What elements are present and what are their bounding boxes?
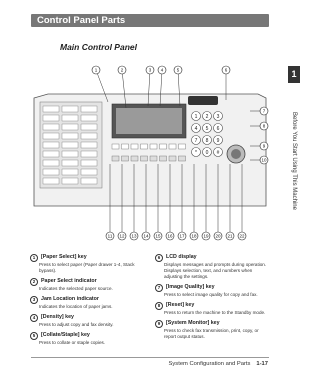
- start-key: [188, 96, 218, 105]
- keypad-key-label: 7: [194, 138, 198, 144]
- callout-number: 22: [239, 233, 245, 239]
- keypad-key-label: 9: [216, 138, 220, 144]
- item-9: [155, 320, 270, 340]
- one-touch-key: [81, 106, 97, 112]
- one-touch-key: [62, 124, 78, 130]
- item-description: Displays messages and prompts during operation. Displays selection, text, and numbers when adjusting the settings.: [164, 262, 267, 279]
- function-key: [131, 156, 138, 161]
- keypad-key-label: 1: [194, 114, 198, 120]
- one-touch-key: [43, 178, 59, 184]
- one-touch-key: [81, 115, 97, 121]
- one-touch-key: [81, 178, 97, 184]
- item-number: 5: [30, 332, 38, 340]
- one-touch-key: [43, 106, 59, 112]
- items-left-column: [30, 254, 145, 350]
- item-heading: [155, 254, 270, 262]
- item-3: [30, 296, 145, 310]
- section-title: Control Panel Parts: [37, 15, 126, 26]
- one-touch-key: [62, 133, 78, 139]
- item-2: [30, 278, 145, 292]
- lcd-screen: [116, 108, 182, 134]
- one-touch-key: [43, 115, 59, 121]
- one-touch-key: [43, 142, 59, 148]
- keypad-key-label: 5: [205, 126, 209, 132]
- item-1: [30, 254, 145, 274]
- item-heading: [155, 320, 270, 328]
- callout-number: 11: [107, 233, 113, 239]
- start-button-center: [231, 149, 241, 159]
- item-title: Jam Location indicator: [41, 296, 99, 302]
- callout-number: 19: [203, 233, 209, 239]
- item-heading: [30, 314, 145, 322]
- callout-number: 7: [262, 108, 266, 114]
- section-title-bar: [31, 14, 269, 27]
- callout-number: 5: [176, 67, 180, 73]
- chapter-label: [289, 86, 299, 236]
- function-key: [160, 156, 167, 161]
- item-description: Press to collate or staple copies.: [39, 340, 106, 345]
- function-key: [179, 156, 186, 161]
- function-key: [122, 144, 129, 149]
- one-touch-key: [81, 169, 97, 175]
- item-heading: [30, 296, 145, 304]
- callout-number: 1: [94, 67, 98, 73]
- item-number: 7: [155, 284, 163, 292]
- item-title: [Image Quality] key: [166, 284, 215, 290]
- one-touch-key: [81, 133, 97, 139]
- item-description: Press to select image quality for copy and fax.: [164, 292, 258, 297]
- item-number: 2: [30, 278, 38, 286]
- item-number: 8: [155, 302, 163, 310]
- control-panel-diagram: [30, 56, 270, 244]
- one-touch-keys: [43, 106, 97, 184]
- callout-number: 16: [167, 233, 173, 239]
- function-key: [169, 144, 176, 149]
- function-key: [160, 144, 167, 149]
- chapter-label-text: Before You Start Using This Machine: [291, 112, 297, 210]
- item-description: Press to check fax transmission, print, copy, or report output status.: [164, 328, 259, 339]
- one-touch-key: [43, 133, 59, 139]
- callout-number: 4: [160, 67, 164, 73]
- chapter-tab: 1: [288, 66, 300, 83]
- one-touch-key: [43, 160, 59, 166]
- callout-number: 13: [131, 233, 137, 239]
- callout-number: 3: [148, 67, 152, 73]
- callout-number: 20: [215, 233, 221, 239]
- function-key: [131, 144, 138, 149]
- item-description: Press to adjust copy and fax density.: [39, 322, 114, 327]
- one-touch-key: [62, 151, 78, 157]
- keypad-key-label: 3: [216, 114, 220, 120]
- one-touch-key: [81, 160, 97, 166]
- function-key: [112, 144, 119, 149]
- item-heading: [155, 284, 270, 292]
- item-5: [30, 332, 145, 346]
- callout-number: 8: [262, 123, 266, 129]
- item-heading: [30, 278, 145, 286]
- one-touch-key: [62, 160, 78, 166]
- item-title: [Reset] key: [166, 302, 195, 308]
- function-key: [141, 144, 148, 149]
- function-key: [150, 144, 157, 149]
- item-8: [155, 302, 270, 316]
- callout-number: 12: [119, 233, 125, 239]
- callout-number: 18: [191, 233, 197, 239]
- item-number: 3: [30, 296, 38, 304]
- callout-number: 14: [143, 233, 149, 239]
- item-title: [Collate/Staple] key: [41, 332, 90, 338]
- footer-section: System Configuration and Parts: [168, 361, 251, 367]
- item-description: Press to select paper (Paper drawer 1-4, Stack bypass).: [39, 262, 135, 273]
- keypad-key-label: *: [195, 150, 197, 156]
- function-key: [112, 156, 119, 161]
- keypad-key-label: 8: [205, 138, 209, 144]
- keypad-key-label: #: [216, 150, 220, 156]
- callout-number: 6: [224, 67, 228, 73]
- function-key: [169, 156, 176, 161]
- item-number: 4: [30, 314, 38, 322]
- callout-number: 21: [227, 233, 233, 239]
- item-heading: [30, 254, 145, 262]
- one-touch-key: [81, 124, 97, 130]
- footer-rule: [31, 357, 269, 358]
- item-number: 1: [30, 254, 38, 262]
- keypad-key-label: 4: [194, 126, 198, 132]
- item-title: LCD display: [166, 254, 197, 260]
- item-heading: [155, 302, 270, 310]
- keypad-key-label: 2: [205, 114, 209, 120]
- item-4: [30, 314, 145, 328]
- item-title: [System Monitor] key: [166, 320, 220, 326]
- footer-page: 1-17: [256, 361, 268, 367]
- item-description: Indicates the location of paper jams.: [39, 304, 113, 309]
- callout-number: 15: [155, 233, 161, 239]
- item-heading: [30, 332, 145, 340]
- callout-number: 2: [120, 67, 124, 73]
- callout-number: 17: [179, 233, 185, 239]
- function-key: [179, 144, 186, 149]
- keypad-key-label: 6: [216, 126, 220, 132]
- one-touch-key: [62, 106, 78, 112]
- item-description: Press to return the machine to the Standby mode.: [164, 310, 266, 315]
- one-touch-key: [62, 169, 78, 175]
- item-6: [155, 254, 270, 280]
- function-key: [141, 156, 148, 161]
- item-number: 9: [155, 320, 163, 328]
- item-number: 6: [155, 254, 163, 262]
- item-title: [Density] key: [41, 314, 74, 320]
- one-touch-key: [43, 151, 59, 157]
- one-touch-key: [62, 142, 78, 148]
- keypad-key-label: 0: [205, 150, 209, 156]
- subtitle: Main Control Panel: [60, 42, 137, 52]
- function-key: [150, 156, 157, 161]
- one-touch-key: [43, 124, 59, 130]
- item-title: Paper Select indicator: [41, 278, 97, 284]
- item-7: [155, 284, 270, 298]
- one-touch-key: [43, 169, 59, 175]
- item-description: Indicates the selected paper source.: [39, 286, 113, 291]
- function-key: [122, 156, 129, 161]
- item-title: [Paper Select] key: [41, 254, 87, 260]
- one-touch-key: [62, 178, 78, 184]
- one-touch-key: [62, 115, 78, 121]
- one-touch-key: [81, 151, 97, 157]
- footer: [169, 361, 268, 367]
- items-right-column: [155, 254, 270, 344]
- one-touch-key: [81, 142, 97, 148]
- callout-number: 9: [262, 143, 266, 149]
- callout-number: 10: [261, 157, 267, 163]
